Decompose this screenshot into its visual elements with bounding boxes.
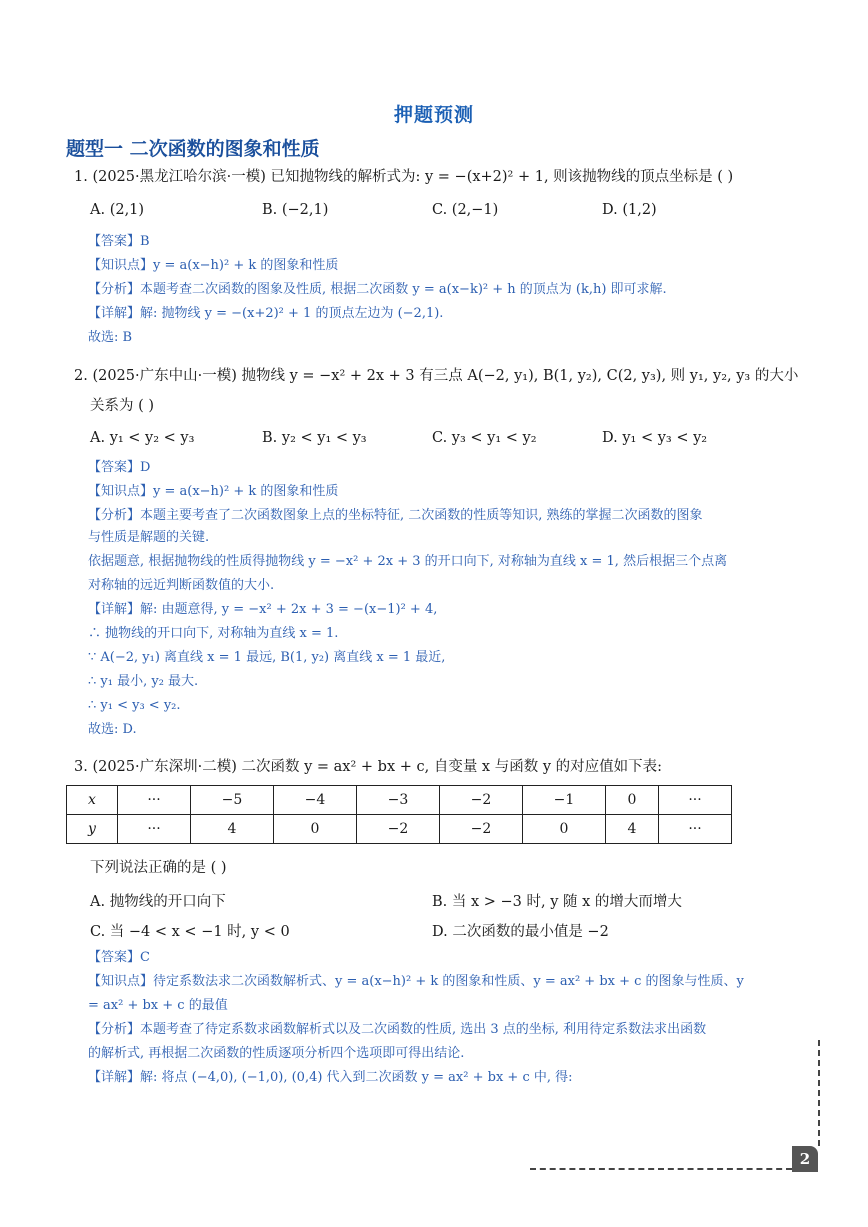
table-cell: 0: [606, 786, 659, 815]
table-cell: −2: [440, 786, 523, 815]
q3-prompt: 下列说法正确的是 ( ): [90, 860, 227, 876]
q1-option-a: A. (2,1): [90, 202, 145, 218]
section-title: 题型一 二次函数的图象和性质: [66, 138, 320, 160]
table-cell: y: [67, 815, 118, 844]
q2-analysis-line4: 对称轴的远近判断函数值的大小.: [88, 578, 275, 593]
q2-option-c: C. y₃ < y₁ < y₂: [432, 430, 537, 446]
table-row-y: [67, 815, 732, 844]
q1-answer: 【答案】B: [88, 234, 150, 249]
q2-option-b: B. y₂ < y₁ < y₃: [262, 430, 367, 446]
q3-analysis-line2: 的解析式, 再根据二次函数的性质逐项分析四个选项即可得出结论.: [88, 1046, 465, 1061]
q2-analysis-line3: 依据题意, 根据抛物线的性质得抛物线 y = −x² + 2x + 3 的开口向下, 对称轴为直线 x = 1, 然后根据三个点离: [88, 554, 728, 569]
q3-option-a: A. 抛物线的开口向下: [90, 894, 226, 910]
q1-choose: 故选: B: [88, 330, 133, 345]
table-row-x: [67, 786, 732, 815]
table-cell: ···: [118, 786, 191, 815]
table-cell: ···: [659, 786, 732, 815]
q2-detail-line4: ∴ y₁ 最小, y₂ 最大.: [88, 674, 199, 689]
q2-detail-line2: ∴ 抛物线的开口向下, 对称轴为直线 x = 1.: [88, 626, 339, 641]
q2-option-a: A. y₁ < y₂ < y₃: [90, 430, 195, 446]
q3-knowledge-line1: 【知识点】待定系数法求二次函数解析式、y = a(x−h)² + k 的图象和性质、y = ax² + bx + c 的图象与性质、y: [88, 974, 744, 989]
q1-option-c: C. (2,−1): [432, 202, 499, 218]
q2-analysis-line1: 【分析】本题主要考查了二次函数图象上点的坐标特征, 二次函数的性质等知识, 熟练的掌握二次函数的图象: [88, 508, 703, 523]
q2-detail-line1: 【详解】解: 由题意得, y = −x² + 2x + 3 = −(x−1)² + 4,: [88, 602, 438, 617]
table-cell: 0: [274, 815, 357, 844]
q2-answer: 【答案】D: [88, 460, 151, 475]
table-cell: −3: [357, 786, 440, 815]
q1-detail: 【详解】解: 抛物线 y = −(x+2)² + 1 的顶点左边为 (−2,1).: [88, 306, 444, 321]
table-cell: 4: [606, 815, 659, 844]
question-2-stem-line2: 关系为 ( ): [90, 398, 155, 414]
footer-divider: [530, 1168, 792, 1170]
q3-answer: 【答案】C: [88, 950, 150, 965]
table-cell: −5: [191, 786, 274, 815]
value-table: [66, 785, 732, 844]
q1-option-d: D. (1,2): [602, 202, 657, 218]
q1-knowledge: 【知识点】y = a(x−h)² + k 的图象和性质: [88, 258, 339, 273]
table-cell: ···: [118, 815, 191, 844]
q3-option-c: C. 当 −4 < x < −1 时, y < 0: [90, 924, 290, 940]
question-2-stem-line1: 2. (2025·广东中山·一模) 抛物线 y = −x² + 2x + 3 有三点 A(−2, y₁), B(1, y₂), C(2, y₃), 则 y₁, y₂, y₃ 的大小: [74, 368, 799, 384]
q3-option-d: D. 二次函数的最小值是 −2: [432, 924, 609, 940]
table-cell: 0: [523, 815, 606, 844]
q2-detail-line5: ∴ y₁ < y₃ < y₂.: [88, 698, 181, 713]
q3-detail: 【详解】解: 将点 (−4,0), (−1,0), (0,4) 代入到二次函数 y = ax² + bx + c 中, 得:: [88, 1070, 573, 1085]
page-number: 2: [792, 1146, 818, 1172]
q1-option-b: B. (−2,1): [262, 202, 329, 218]
q3-knowledge-line2: = ax² + bx + c 的最值: [88, 998, 228, 1013]
footer-divider-vertical: [818, 1040, 820, 1146]
table-cell: −2: [357, 815, 440, 844]
q2-analysis-line2: 与性质是解题的关键.: [88, 530, 210, 545]
table-cell: −1: [523, 786, 606, 815]
table-cell: x: [67, 786, 118, 815]
q2-detail-line3: ∵ A(−2, y₁) 离直线 x = 1 最远, B(1, y₂) 离直线 x = 1 最近,: [88, 650, 446, 665]
q2-knowledge: 【知识点】y = a(x−h)² + k 的图象和性质: [88, 484, 339, 499]
table-cell: 4: [191, 815, 274, 844]
q1-analysis: 【分析】本题考查二次函数的图象及性质, 根据二次函数 y = a(x−k)² + h 的顶点为 (k,h) 即可求解.: [88, 282, 667, 297]
question-1-stem: 1. (2025·黑龙江哈尔滨·一模) 已知抛物线的解析式为: y = −(x+2)² + 1, 则该抛物线的顶点坐标是 ( ): [74, 169, 734, 185]
q2-choose: 故选: D.: [88, 722, 137, 737]
q3-option-b: B. 当 x > −3 时, y 随 x 的增大而增大: [432, 894, 682, 910]
page-title: 押题预测: [393, 104, 474, 126]
question-3-stem: 3. (2025·广东深圳·二模) 二次函数 y = ax² + bx + c, 自变量 x 与函数 y 的对应值如下表:: [74, 759, 663, 775]
table-cell: −2: [440, 815, 523, 844]
q2-option-d: D. y₁ < y₃ < y₂: [602, 430, 708, 446]
q3-analysis-line1: 【分析】本题考查了待定系数求函数解析式以及二次函数的性质, 选出 3 点的坐标, 利用待定系数法求出函数: [88, 1022, 707, 1037]
table-cell: ···: [659, 815, 732, 844]
table-cell: −4: [274, 786, 357, 815]
